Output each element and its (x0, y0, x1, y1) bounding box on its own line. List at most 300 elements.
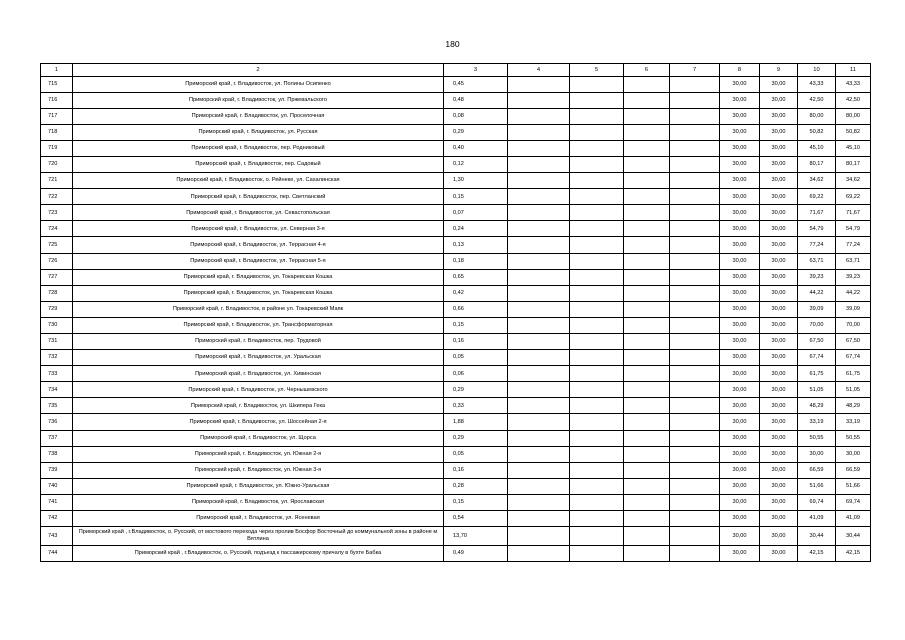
table-row (41, 156, 871, 172)
column-header: 3 (444, 64, 508, 77)
length-cell: 0,45 (444, 76, 508, 92)
value-cell-10: 45,10 (798, 140, 836, 156)
address-cell: Приморский край, г. Владивосток, ул. Русская (73, 124, 444, 140)
value-cell-10: 42,15 (798, 545, 836, 561)
table-row (41, 205, 871, 221)
empty-cell (670, 430, 720, 446)
value-cell-11: 70,00 (836, 317, 871, 333)
address-cell: Приморский край, г. Владивосток, ул. Чернышевского (73, 382, 444, 398)
empty-cell (508, 430, 570, 446)
value-cell-8: 30,00 (720, 173, 760, 189)
value-cell-10: 44,22 (798, 285, 836, 301)
value-cell-10: 67,50 (798, 334, 836, 350)
empty-cell (508, 350, 570, 366)
row-number: 723 (41, 205, 73, 221)
value-cell-10: 41,09 (798, 511, 836, 527)
value-cell-11: 50,82 (836, 124, 871, 140)
value-cell-8: 30,00 (720, 124, 760, 140)
empty-cell (570, 494, 624, 510)
value-cell-10: 61,75 (798, 366, 836, 382)
value-cell-8: 30,00 (720, 92, 760, 108)
empty-cell (508, 156, 570, 172)
value-cell-10: 67,74 (798, 350, 836, 366)
address-cell: Приморский край , г.Владивосток, о. Русский, от мостового перехода через пролив Босфор Восточный до коммунальной зоны в районе м Вятлина (73, 527, 444, 546)
row-number: 742 (41, 511, 73, 527)
empty-cell (570, 462, 624, 478)
empty-cell (508, 237, 570, 253)
row-number: 743 (41, 527, 73, 546)
value-cell-8: 30,00 (720, 140, 760, 156)
address-cell: Приморский край, г. Владивосток, ул. Террасная 5-я (73, 253, 444, 269)
value-cell-9: 30,00 (760, 334, 798, 350)
value-cell-10: 30,44 (798, 527, 836, 546)
value-cell-10: 66,59 (798, 462, 836, 478)
empty-cell (670, 545, 720, 561)
empty-cell (570, 156, 624, 172)
value-cell-11: 77,24 (836, 237, 871, 253)
value-cell-11: 51,05 (836, 382, 871, 398)
length-cell: 0,08 (444, 108, 508, 124)
value-cell-9: 30,00 (760, 205, 798, 221)
address-cell: Приморский край, г. Владивосток, пер. Садовый (73, 156, 444, 172)
empty-cell (670, 221, 720, 237)
length-cell: 0,29 (444, 382, 508, 398)
row-number: 739 (41, 462, 73, 478)
empty-cell (570, 76, 624, 92)
table-row (41, 462, 871, 478)
value-cell-11: 63,71 (836, 253, 871, 269)
address-cell: Приморский край, г. Владивосток, ул. Проселочная (73, 108, 444, 124)
length-cell: 0,05 (444, 350, 508, 366)
table-row (41, 221, 871, 237)
empty-cell (670, 494, 720, 510)
empty-cell (624, 317, 670, 333)
value-cell-9: 30,00 (760, 285, 798, 301)
row-number: 728 (41, 285, 73, 301)
empty-cell (508, 527, 570, 546)
value-cell-10: 69,74 (798, 494, 836, 510)
value-cell-10: 80,00 (798, 108, 836, 124)
empty-cell (508, 511, 570, 527)
table-row (41, 494, 871, 510)
value-cell-8: 30,00 (720, 237, 760, 253)
address-cell: Приморский край, г. Владивосток, ул. Южно-Уральская (73, 478, 444, 494)
value-cell-8: 30,00 (720, 545, 760, 561)
length-cell: 1,30 (444, 173, 508, 189)
length-cell: 0,42 (444, 285, 508, 301)
column-header: 9 (760, 64, 798, 77)
table-row (41, 301, 871, 317)
empty-cell (624, 221, 670, 237)
value-cell-9: 30,00 (760, 545, 798, 561)
row-number: 736 (41, 414, 73, 430)
value-cell-10: 69,22 (798, 189, 836, 205)
empty-cell (570, 382, 624, 398)
table-row (41, 317, 871, 333)
empty-cell (670, 511, 720, 527)
empty-cell (508, 92, 570, 108)
value-cell-8: 30,00 (720, 446, 760, 462)
value-cell-10: 50,55 (798, 430, 836, 446)
table-row (41, 124, 871, 140)
value-cell-11: 67,50 (836, 334, 871, 350)
value-cell-10: 39,09 (798, 301, 836, 317)
column-header: 11 (836, 64, 871, 77)
value-cell-10: 48,29 (798, 398, 836, 414)
empty-cell (508, 189, 570, 205)
length-cell: 0,29 (444, 430, 508, 446)
empty-cell (624, 140, 670, 156)
length-cell: 0,48 (444, 92, 508, 108)
value-cell-11: 33,19 (836, 414, 871, 430)
length-cell: 0,66 (444, 301, 508, 317)
address-cell: Приморский край, г. Владивосток, пер. Светланский (73, 189, 444, 205)
row-number: 716 (41, 92, 73, 108)
address-cell: Приморский край, г. Владивосток, ул. Полины Осипенко (73, 76, 444, 92)
row-number: 730 (41, 317, 73, 333)
value-cell-9: 30,00 (760, 140, 798, 156)
row-number: 734 (41, 382, 73, 398)
empty-cell (624, 350, 670, 366)
table-row (41, 285, 871, 301)
empty-cell (670, 156, 720, 172)
table-row (41, 527, 871, 546)
value-cell-9: 30,00 (760, 124, 798, 140)
value-cell-10: 42,50 (798, 92, 836, 108)
row-number: 735 (41, 398, 73, 414)
value-cell-9: 30,00 (760, 366, 798, 382)
empty-cell (570, 414, 624, 430)
empty-cell (670, 173, 720, 189)
value-cell-9: 30,00 (760, 494, 798, 510)
table-row (41, 430, 871, 446)
value-cell-10: 80,17 (798, 156, 836, 172)
value-cell-8: 30,00 (720, 269, 760, 285)
value-cell-8: 30,00 (720, 189, 760, 205)
value-cell-8: 30,00 (720, 76, 760, 92)
table-row (41, 189, 871, 205)
value-cell-10: 77,24 (798, 237, 836, 253)
length-cell: 0,29 (444, 124, 508, 140)
empty-cell (670, 301, 720, 317)
empty-cell (624, 156, 670, 172)
row-number: 744 (41, 545, 73, 561)
empty-cell (670, 462, 720, 478)
column-header: 7 (670, 64, 720, 77)
address-cell: Приморский край, г. Владивосток, ул. Токаревская Кошка (73, 285, 444, 301)
value-cell-9: 30,00 (760, 414, 798, 430)
empty-cell (670, 398, 720, 414)
empty-cell (670, 478, 720, 494)
value-cell-9: 30,00 (760, 253, 798, 269)
value-cell-10: 33,19 (798, 414, 836, 430)
empty-cell (508, 301, 570, 317)
row-number: 726 (41, 253, 73, 269)
empty-cell (624, 253, 670, 269)
empty-cell (570, 124, 624, 140)
empty-cell (508, 124, 570, 140)
empty-cell (670, 350, 720, 366)
address-cell: Приморский край, г. Владивосток, в районе ул. Токаревский Маяк (73, 301, 444, 317)
value-cell-8: 30,00 (720, 285, 760, 301)
length-cell: 0,15 (444, 317, 508, 333)
empty-cell (570, 430, 624, 446)
row-number: 727 (41, 269, 73, 285)
length-cell: 0,28 (444, 478, 508, 494)
column-header: 10 (798, 64, 836, 77)
table-row (41, 140, 871, 156)
value-cell-9: 30,00 (760, 527, 798, 546)
empty-cell (624, 205, 670, 221)
empty-cell (508, 76, 570, 92)
column-header: 2 (73, 64, 444, 77)
row-number: 729 (41, 301, 73, 317)
empty-cell (508, 382, 570, 398)
value-cell-9: 30,00 (760, 382, 798, 398)
empty-cell (508, 253, 570, 269)
empty-cell (670, 237, 720, 253)
address-cell: Приморский край, г. Владивосток, ул. Южная 2-я (73, 446, 444, 462)
value-cell-10: 43,33 (798, 76, 836, 92)
address-cell: Приморский край, г. Владивосток, ул. Пржевальского (73, 92, 444, 108)
value-cell-8: 30,00 (720, 156, 760, 172)
empty-cell (670, 446, 720, 462)
length-cell: 0,12 (444, 156, 508, 172)
table-row (41, 382, 871, 398)
value-cell-8: 30,00 (720, 350, 760, 366)
value-cell-11: 43,33 (836, 76, 871, 92)
length-cell: 0,54 (444, 511, 508, 527)
value-cell-10: 34,62 (798, 173, 836, 189)
empty-cell (570, 92, 624, 108)
empty-cell (670, 414, 720, 430)
address-cell: Приморский край, г. Владивосток, ул. Уральская (73, 350, 444, 366)
empty-cell (570, 350, 624, 366)
empty-cell (624, 446, 670, 462)
empty-cell (570, 527, 624, 546)
empty-cell (570, 301, 624, 317)
value-cell-11: 42,15 (836, 545, 871, 561)
length-cell: 13,70 (444, 527, 508, 546)
value-cell-11: 69,74 (836, 494, 871, 510)
value-cell-9: 30,00 (760, 237, 798, 253)
length-cell: 0,33 (444, 398, 508, 414)
empty-cell (670, 285, 720, 301)
address-cell: Приморский край, г. Владивосток, ул. Токаревская Кошка (73, 269, 444, 285)
empty-cell (670, 253, 720, 269)
value-cell-11: 30,44 (836, 527, 871, 546)
empty-cell (570, 317, 624, 333)
empty-cell (508, 446, 570, 462)
value-cell-9: 30,00 (760, 92, 798, 108)
table-row (41, 76, 871, 92)
row-number: 718 (41, 124, 73, 140)
address-cell: Приморский край, г. Владивосток, ул. Шоссейная 2-я (73, 414, 444, 430)
row-number: 733 (41, 366, 73, 382)
empty-cell (670, 334, 720, 350)
value-cell-11: 48,29 (836, 398, 871, 414)
empty-cell (570, 269, 624, 285)
empty-cell (508, 366, 570, 382)
value-cell-11: 54,79 (836, 221, 871, 237)
empty-cell (508, 221, 570, 237)
empty-cell (624, 414, 670, 430)
empty-cell (570, 511, 624, 527)
row-number: 724 (41, 221, 73, 237)
empty-cell (670, 108, 720, 124)
address-cell: Приморский край, г. Владивосток, ул. Трансформаторная (73, 317, 444, 333)
value-cell-9: 30,00 (760, 478, 798, 494)
length-cell: 0,15 (444, 494, 508, 510)
value-cell-9: 30,00 (760, 511, 798, 527)
address-cell: Приморский край, г. Владивосток, пер. Родниковый (73, 140, 444, 156)
address-cell: Приморский край, г. Владивосток, ул. Хивинская (73, 366, 444, 382)
empty-cell (570, 205, 624, 221)
value-cell-9: 30,00 (760, 221, 798, 237)
length-cell: 0,13 (444, 237, 508, 253)
address-cell: Приморский край, г. Владивосток, ул. Южная 3-я (73, 462, 444, 478)
value-cell-10: 51,05 (798, 382, 836, 398)
column-header: 8 (720, 64, 760, 77)
value-cell-11: 39,23 (836, 269, 871, 285)
value-cell-11: 61,75 (836, 366, 871, 382)
row-number: 715 (41, 76, 73, 92)
empty-cell (508, 173, 570, 189)
empty-cell (624, 237, 670, 253)
empty-cell (670, 140, 720, 156)
length-cell: 0,65 (444, 269, 508, 285)
table-row (41, 92, 871, 108)
value-cell-9: 30,00 (760, 398, 798, 414)
empty-cell (570, 173, 624, 189)
empty-cell (508, 334, 570, 350)
row-number: 717 (41, 108, 73, 124)
empty-cell (508, 140, 570, 156)
value-cell-8: 30,00 (720, 494, 760, 510)
empty-cell (670, 124, 720, 140)
value-cell-10: 71,67 (798, 205, 836, 221)
table-row (41, 414, 871, 430)
value-cell-11: 67,74 (836, 350, 871, 366)
address-cell: Приморский край, г. Владивосток, о. Рейнеке, ул. Сахалинская (73, 173, 444, 189)
length-cell: 0,07 (444, 205, 508, 221)
value-cell-11: 66,59 (836, 462, 871, 478)
value-cell-8: 30,00 (720, 511, 760, 527)
empty-cell (508, 269, 570, 285)
table-row (41, 446, 871, 462)
table-row (41, 350, 871, 366)
empty-cell (670, 269, 720, 285)
table-row (41, 366, 871, 382)
empty-cell (508, 398, 570, 414)
value-cell-8: 30,00 (720, 108, 760, 124)
empty-cell (508, 545, 570, 561)
empty-cell (570, 189, 624, 205)
value-cell-11: 30,00 (836, 446, 871, 462)
row-number: 741 (41, 494, 73, 510)
length-cell: 0,40 (444, 140, 508, 156)
empty-cell (624, 285, 670, 301)
value-cell-8: 30,00 (720, 527, 760, 546)
empty-cell (624, 430, 670, 446)
empty-cell (624, 382, 670, 398)
table-row (41, 108, 871, 124)
row-number: 720 (41, 156, 73, 172)
value-cell-8: 30,00 (720, 414, 760, 430)
empty-cell (624, 545, 670, 561)
value-cell-8: 30,00 (720, 253, 760, 269)
value-cell-9: 30,00 (760, 462, 798, 478)
address-cell: Приморский край, г. Владивосток, ул. Северная 3-я (73, 221, 444, 237)
length-cell: 0,15 (444, 189, 508, 205)
empty-cell (624, 269, 670, 285)
address-cell: Приморский край, г. Владивосток, ул. Севастопольская (73, 205, 444, 221)
value-cell-9: 30,00 (760, 173, 798, 189)
value-cell-11: 50,55 (836, 430, 871, 446)
empty-cell (670, 92, 720, 108)
empty-cell (570, 366, 624, 382)
empty-cell (624, 76, 670, 92)
empty-cell (508, 205, 570, 221)
address-cell: Приморский край, г. Владивосток, пер. Трудовой (73, 334, 444, 350)
table-row (41, 269, 871, 285)
empty-cell (670, 527, 720, 546)
empty-cell (670, 76, 720, 92)
value-cell-8: 30,00 (720, 205, 760, 221)
header-row (41, 64, 871, 77)
empty-cell (624, 173, 670, 189)
value-cell-10: 54,79 (798, 221, 836, 237)
value-cell-10: 70,00 (798, 317, 836, 333)
address-cell: Приморский край, г. Владивосток, ул. Шкипера Гека (73, 398, 444, 414)
value-cell-9: 30,00 (760, 108, 798, 124)
row-number: 732 (41, 350, 73, 366)
address-cell: Приморский край, г. Владивосток, ул. Ясеневая (73, 511, 444, 527)
empty-cell (624, 92, 670, 108)
empty-cell (670, 382, 720, 398)
address-cell: Приморский край, г. Владивосток, ул. Щорса (73, 430, 444, 446)
empty-cell (508, 494, 570, 510)
empty-cell (570, 545, 624, 561)
table-row (41, 545, 871, 561)
empty-cell (624, 189, 670, 205)
value-cell-8: 30,00 (720, 366, 760, 382)
column-header: 1 (41, 64, 73, 77)
empty-cell (624, 511, 670, 527)
empty-cell (508, 108, 570, 124)
empty-cell (624, 527, 670, 546)
empty-cell (570, 334, 624, 350)
value-cell-8: 30,00 (720, 462, 760, 478)
value-cell-9: 30,00 (760, 446, 798, 462)
value-cell-8: 30,00 (720, 334, 760, 350)
value-cell-10: 30,00 (798, 446, 836, 462)
length-cell: 0,49 (444, 545, 508, 561)
length-cell: 0,06 (444, 366, 508, 382)
value-cell-9: 30,00 (760, 189, 798, 205)
value-cell-11: 42,50 (836, 92, 871, 108)
row-number: 719 (41, 140, 73, 156)
value-cell-11: 34,62 (836, 173, 871, 189)
value-cell-10: 39,23 (798, 269, 836, 285)
table-row (41, 173, 871, 189)
empty-cell (624, 334, 670, 350)
empty-cell (624, 301, 670, 317)
length-cell: 0,24 (444, 221, 508, 237)
empty-cell (570, 237, 624, 253)
value-cell-11: 45,10 (836, 140, 871, 156)
column-header: 4 (508, 64, 570, 77)
